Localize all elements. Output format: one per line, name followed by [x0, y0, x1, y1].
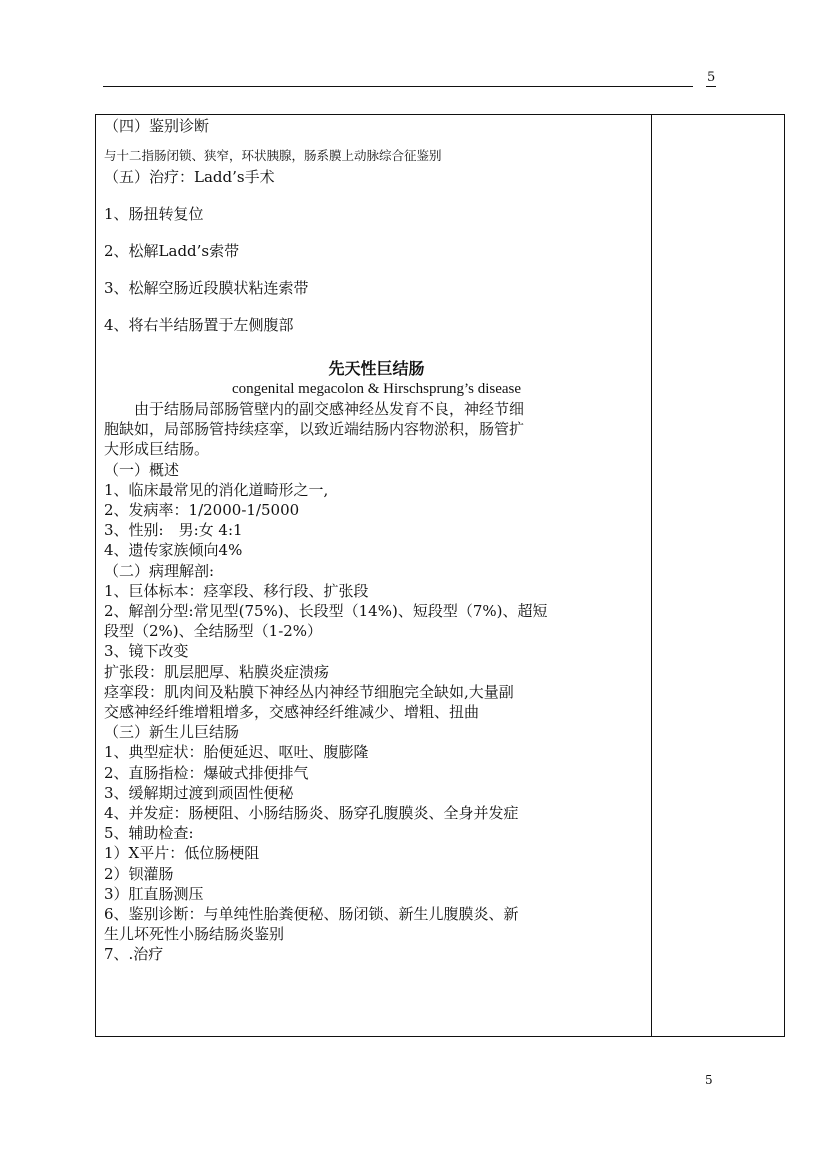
body-line: 3、镜下改变	[104, 642, 189, 661]
body-line: （一）概述	[104, 460, 180, 479]
treatment-step: 1、肠扭转复位	[104, 205, 204, 223]
header-rule	[103, 86, 693, 87]
body-line: （二）病理解剖:	[104, 561, 215, 580]
body-line: 胞缺如，局部肠管持续痉挛，以致近端结肠内容物淤积，肠管扩	[104, 420, 525, 439]
body-line: 3、缓解期过渡到顽固性便秘	[104, 783, 294, 802]
treatment-step: 4、将右半结肠置于左侧腹部	[104, 316, 294, 334]
section-body	[104, 399, 649, 965]
body-line: 5、辅助检查:	[104, 824, 194, 843]
body-line: 2、直肠指检：爆破式排便排气	[104, 763, 309, 782]
footer-page-number: 5	[705, 1073, 713, 1087]
section-title: 先天性巨结肠	[328, 359, 425, 378]
header-page-number: 5	[707, 70, 716, 85]
body-line: 1、临床最常见的消化道畸形之一,	[104, 480, 329, 499]
treatment-step: 3、松解空肠近段膜状粘连索带	[104, 279, 309, 297]
body-line: 大形成巨结肠。	[104, 440, 210, 459]
body-line: 1、典型症状：胎便延迟、呕吐、腹膨隆	[104, 743, 369, 762]
body-line: 1、巨体标本：痉挛段、移行段、扩张段	[104, 581, 369, 600]
body-line: 交感神经纤维增粗增多，交感神经纤维减少、增粗、扭曲	[104, 703, 480, 722]
differential-text: 与十二指肠闭锁、狭窄，环状胰腺，肠系膜上动脉综合征鉴别	[104, 148, 442, 163]
body-line: 4、遗传家族倾向4%	[104, 541, 243, 560]
body-line: 3）肛直肠测压	[104, 884, 204, 903]
body-line: 痉挛段：肌肉间及粘膜下神经丛内神经节细胞完全缺如,大量副	[104, 682, 514, 701]
body-line: 1）X平片：低位肠梗阻	[104, 844, 260, 863]
body-line: 生儿坏死性小肠结肠炎鉴别	[104, 925, 285, 944]
body-line: 7、.治疗	[104, 945, 164, 964]
body-line: （三）新生儿巨结肠	[104, 723, 240, 742]
section-subtitle: congenital megacolon & Hirschsprung’s disease	[231, 381, 522, 397]
body-line: 由于结肠局部肠管壁内的副交感神经丛发育不良，神经节细	[104, 400, 525, 418]
body-line: 段型（2%)、全结肠型（1-2%）	[104, 622, 323, 641]
body-line: 2、发病率：1/2000-1/5000	[104, 501, 300, 520]
table-main-cell	[104, 116, 649, 965]
body-line: 4、并发症：肠梗阻、小肠结肠炎、肠穿孔腹膜炎、全身并发症	[104, 804, 519, 823]
body-line: 2）钡灌肠	[104, 864, 174, 883]
heading-treatment: （五）治疗：Ladd’s手术	[104, 168, 275, 186]
body-line: 6、鉴别诊断：与单纯性胎粪便秘、肠闭锁、新生儿腹膜炎、新	[104, 905, 519, 924]
heading-differential-diagnosis: （四）鉴别诊断	[104, 117, 210, 135]
treatment-step: 2、松解Ladd’s索带	[104, 242, 240, 260]
body-line: 2、解剖分型:常见型(75%)、长段型（14%)、短段型（7%)、超短	[104, 602, 548, 621]
body-line: 3、性别: 男:女 4:1	[104, 521, 243, 540]
table-column-divider	[651, 114, 652, 1037]
body-line: 扩张段：肌层肥厚、粘膜炎症溃疡	[104, 662, 330, 681]
